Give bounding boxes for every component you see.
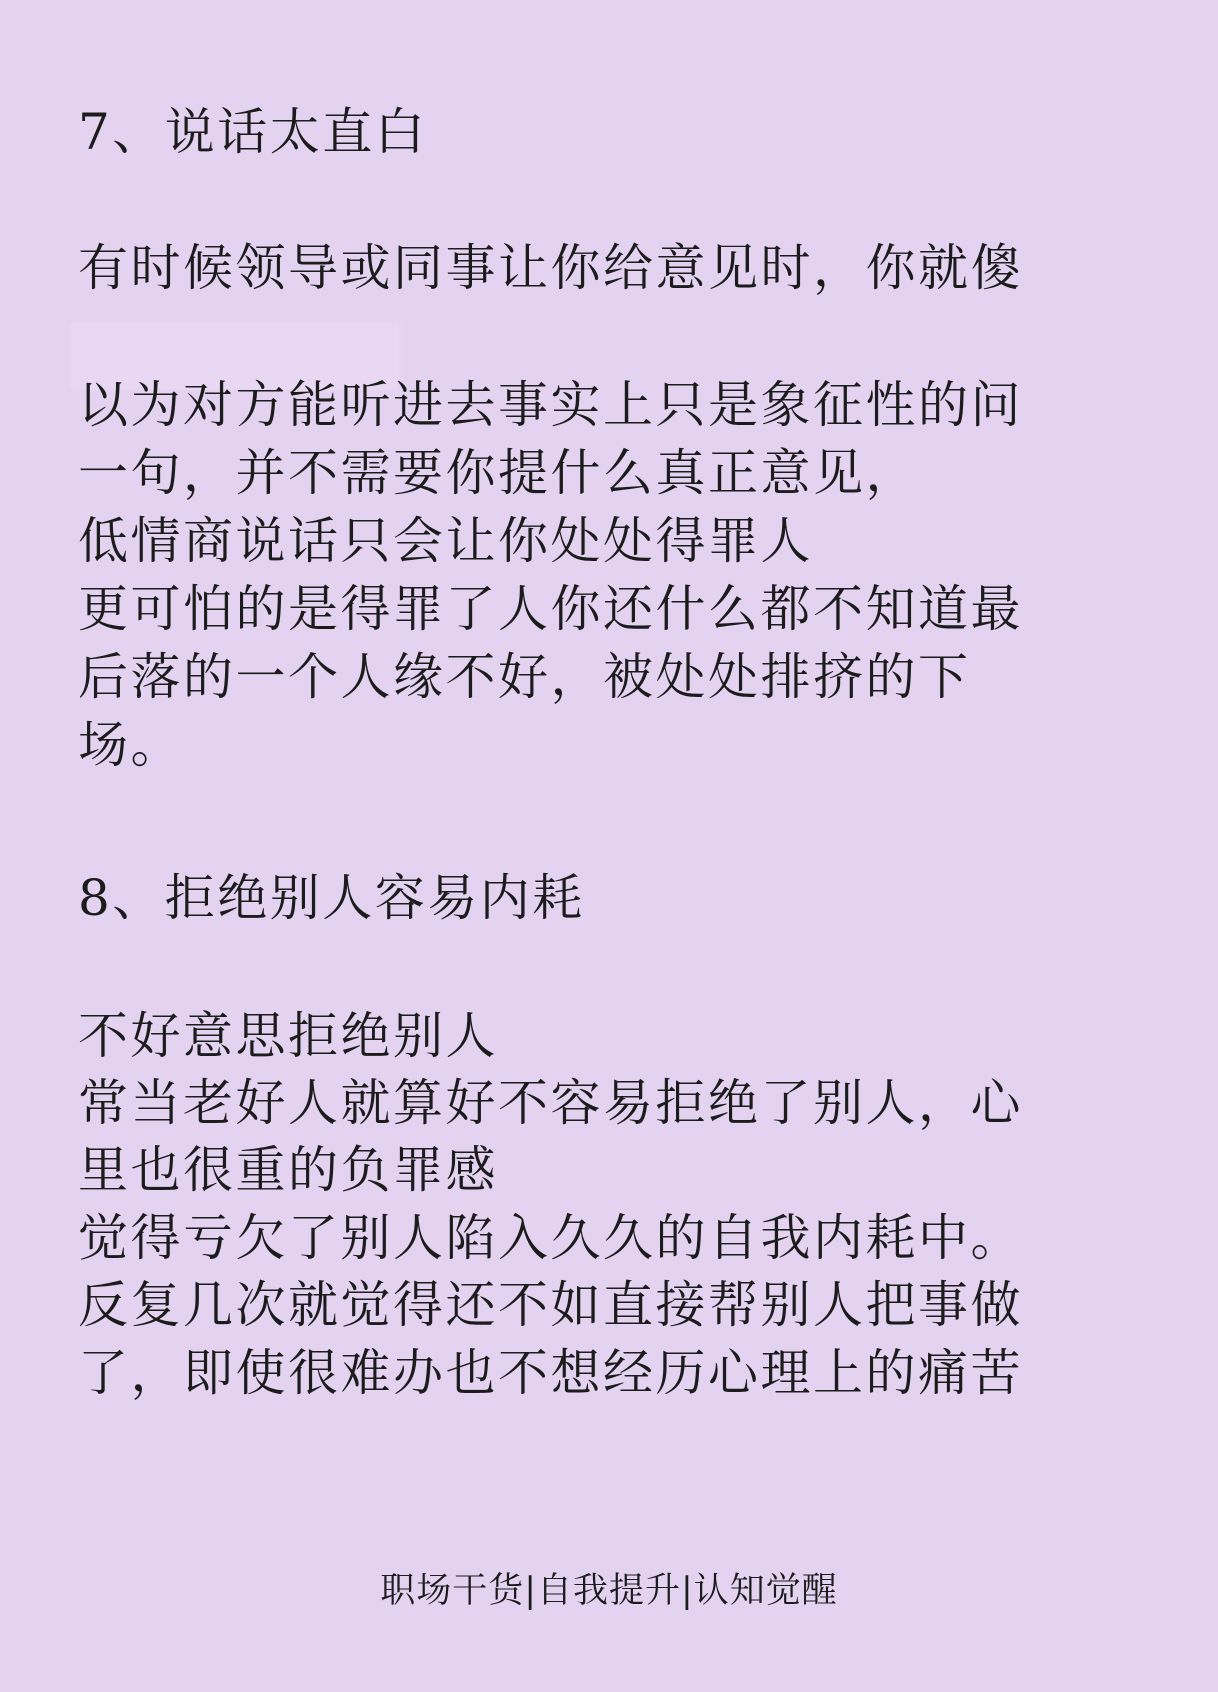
section-8-line-4: 觉得亏欠了别人陷入久久的自我内耗中。 bbox=[78, 1209, 1023, 1267]
section-8-line-1: 不好意思拒绝别人 bbox=[78, 1007, 498, 1065]
section-7-line-7: 场。 bbox=[78, 716, 183, 774]
section-8-line-6: 了，即使很难办也不想经历心理上的痛苦 bbox=[78, 1344, 1023, 1402]
section-7-heading: 7、说话太直白 bbox=[78, 103, 428, 161]
section-7-line-1: 有时候领导或同事让你给意见时，你就傻 bbox=[78, 239, 1023, 297]
section-7-line-5: 更可怕的是得罪了人你还什么都不知道最 bbox=[78, 580, 1023, 638]
section-7-line-4: 低情商说话只会让你处处得罪人 bbox=[78, 512, 813, 570]
section-7-line-3: 一句，并不需要你提什么真正意见， bbox=[78, 444, 918, 502]
footer-tags: 职场干货|自我提升|认知觉醒 bbox=[380, 1571, 838, 1611]
section-8-heading: 8、拒绝别人容易内耗 bbox=[78, 869, 585, 927]
section-8-line-5: 反复几次就觉得还不如直接帮别人把事做 bbox=[78, 1276, 1023, 1334]
section-7-line-6: 后落的一个人缘不好，被处处排挤的下 bbox=[78, 648, 971, 706]
section-7-line-2: 以为对方能听进去事实上只是象征性的问 bbox=[78, 376, 1023, 434]
section-8-line-2: 常当老好人就算好不容易拒绝了别人，心 bbox=[78, 1074, 1023, 1132]
section-8-line-3: 里也很重的负罪感 bbox=[78, 1141, 498, 1199]
